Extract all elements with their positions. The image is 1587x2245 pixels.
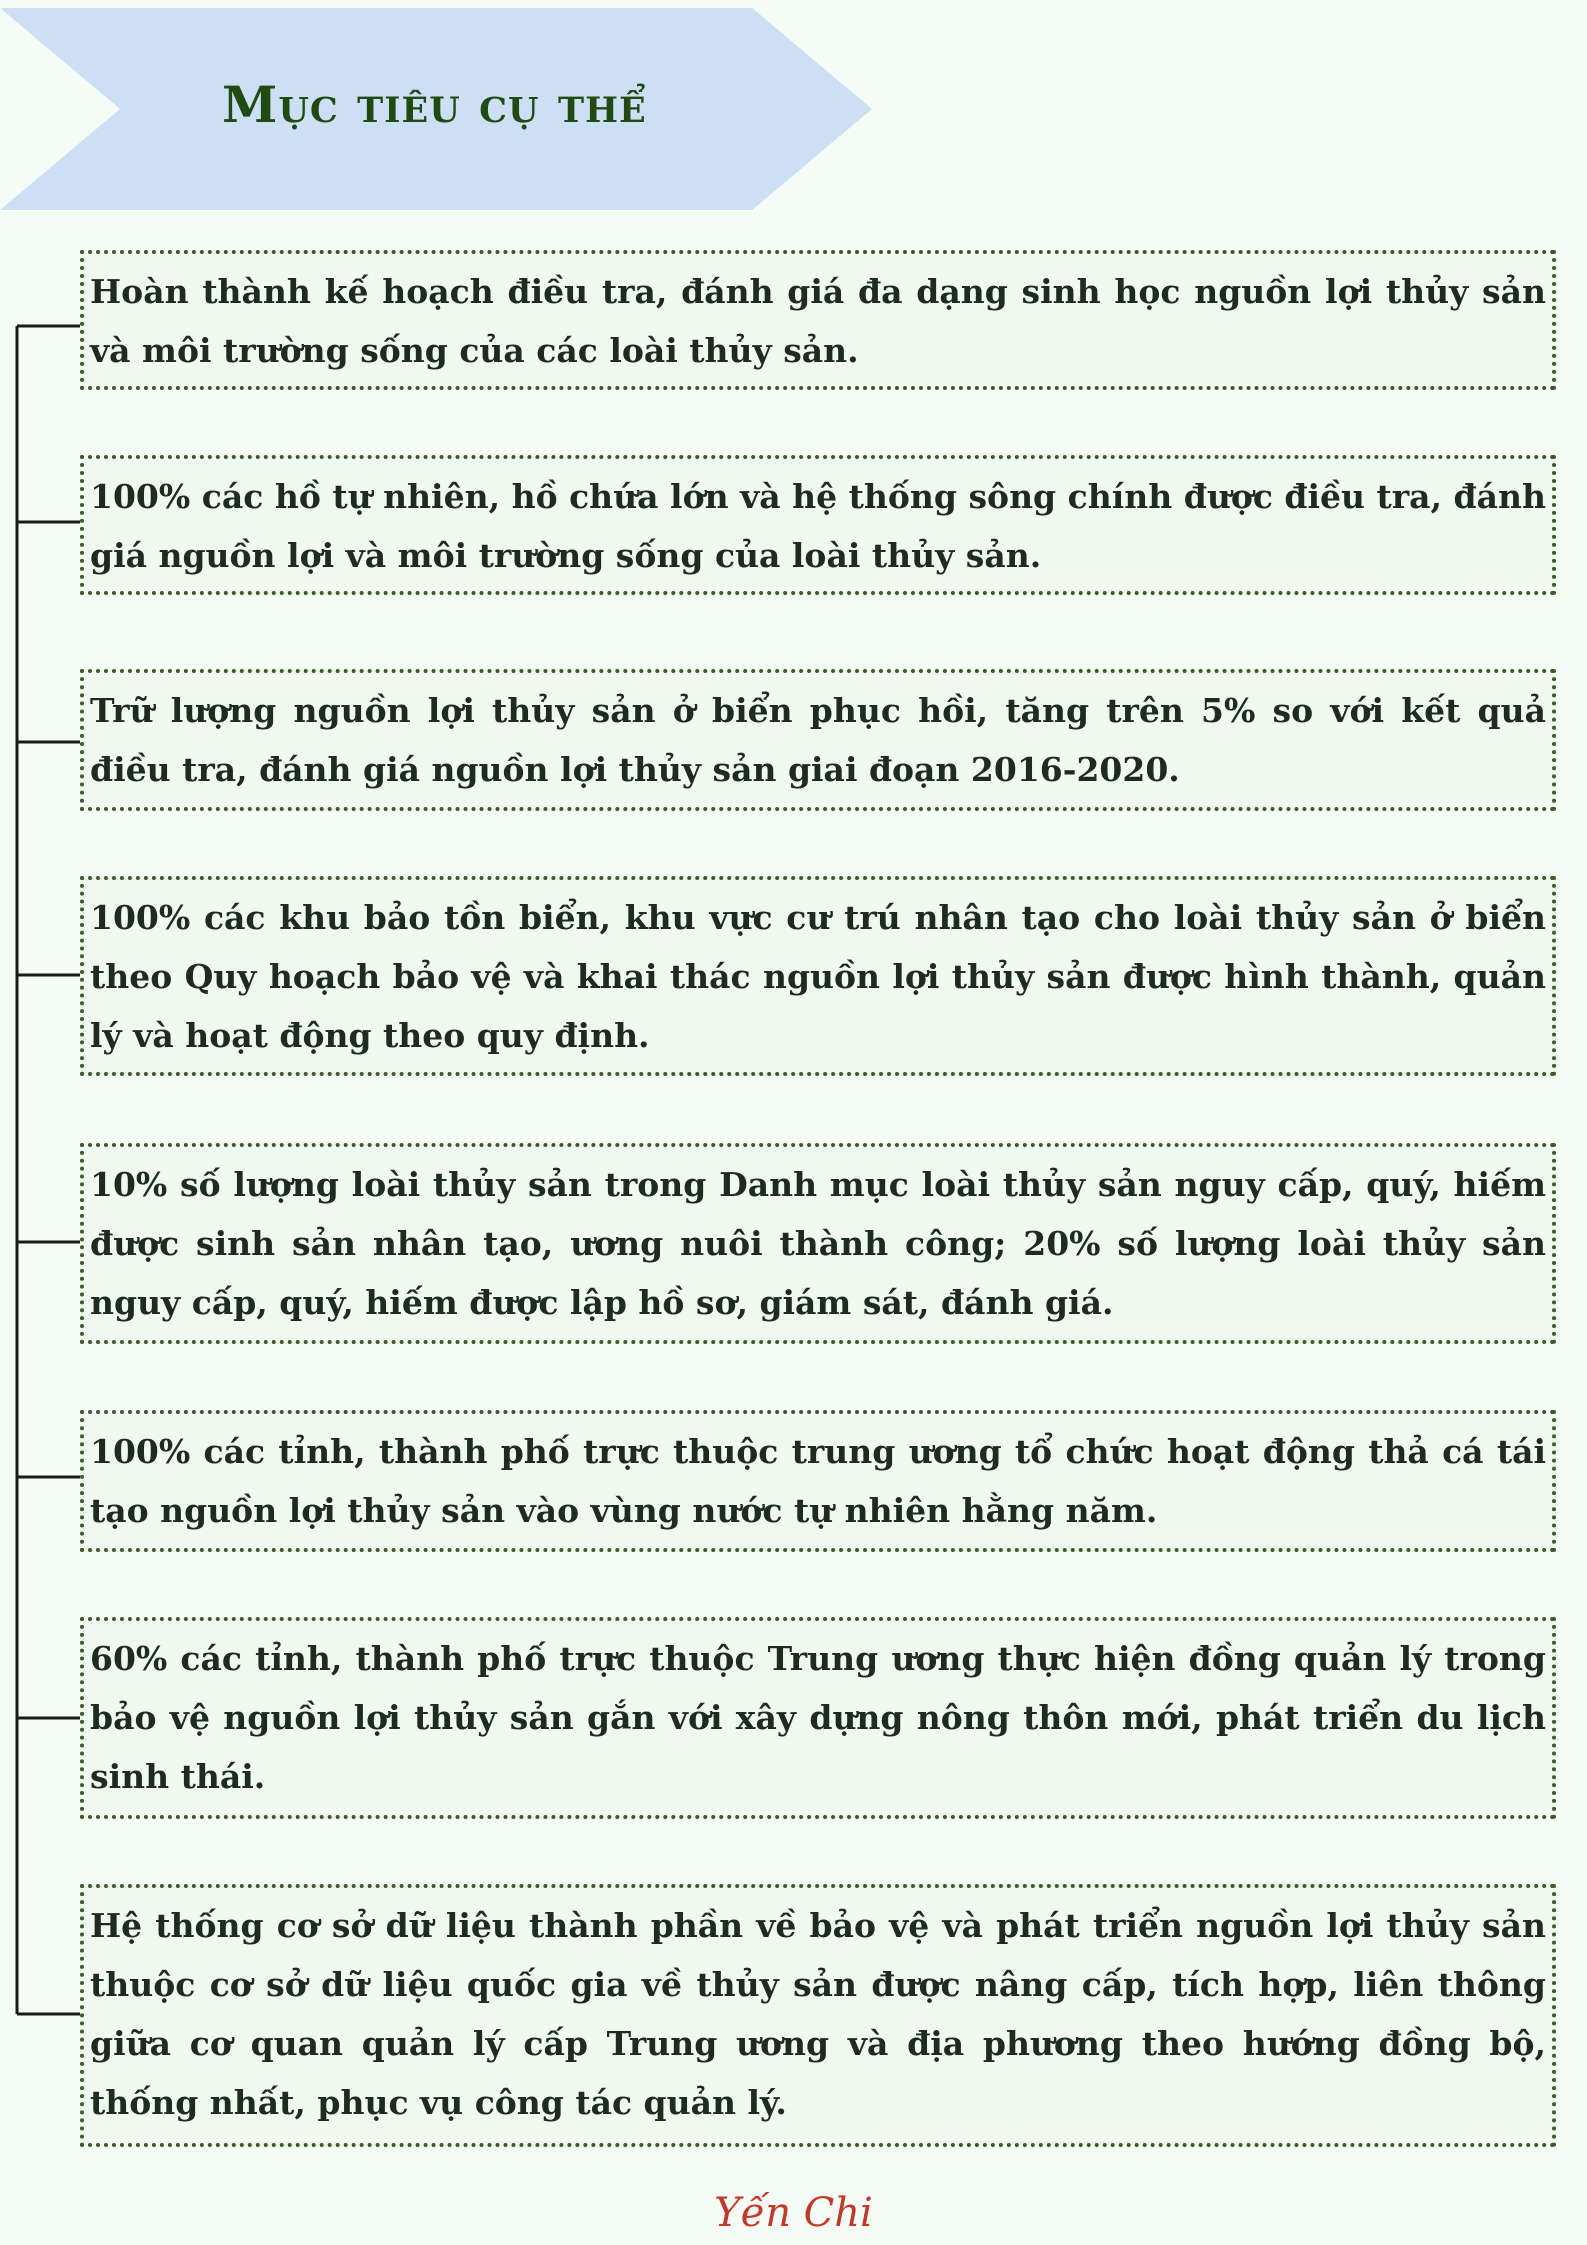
objective-box: 100% các khu bảo tồn biển, khu vực cư trú nhân tạo cho loài thủy sản ở biển theo Quy hoạch bảo vệ và khai thác nguồn lợi thủy sản được hình thành, quản lý và hoạt động theo quy định. [80,876,1556,1076]
title-banner [0,8,872,210]
objective-box: 10% số lượng loài thủy sản trong Danh mục loài thủy sản nguy cấp, quý, hiếm được sinh sản nhân tạo, ương nuôi thành công; 20% số lượng loài thủy sản nguy cấp, quý, hiếm được lập hồ sơ, giám sát, đánh giá. [80,1143,1556,1344]
page-title: Mục tiêu cụ thể [222,75,647,134]
objective-box: 100% các hồ tự nhiên, hồ chứa lớn và hệ thống sông chính được điều tra, đánh giá nguồn lợi và môi trường sống của loài thủy sản. [80,455,1556,595]
author-signature: Yến Chi [714,2190,873,2236]
bracket-connector [0,0,90,2245]
objective-box: 100% các tỉnh, thành phố trực thuộc trung ương tổ chức hoạt động thả cá tái tạo nguồn lợi thủy sản vào vùng nước tự nhiên hằng năm. [80,1410,1556,1552]
objective-box: Hệ thống cơ sở dữ liệu thành phần về bảo vệ và phát triển nguồn lợi thủy sản thuộc cơ sở dữ liệu quốc gia về thủy sản được nâng cấp, tích hợp, liên thông giữa cơ quan quản lý cấp Trung ương và địa phương theo hướng đồng bộ, thống nhất, phục vụ công tác quản lý. [80,1884,1556,2147]
objective-box: Hoàn thành kế hoạch điều tra, đánh giá đa dạng sinh học nguồn lợi thủy sản và môi trường sống của các loài thủy sản. [80,250,1556,390]
objective-box: Trữ lượng nguồn lợi thủy sản ở biển phục hồi, tăng trên 5% so với kết quả điều tra, đánh giá nguồn lợi thủy sản giai đoạn 2016-2020. [80,669,1556,811]
objective-box: 60% các tỉnh, thành phố trực thuộc Trung ương thực hiện đồng quản lý trong bảo vệ nguồn lợi thủy sản gắn với xây dựng nông thôn mới, phát triển du lịch sinh thái. [80,1617,1556,1819]
